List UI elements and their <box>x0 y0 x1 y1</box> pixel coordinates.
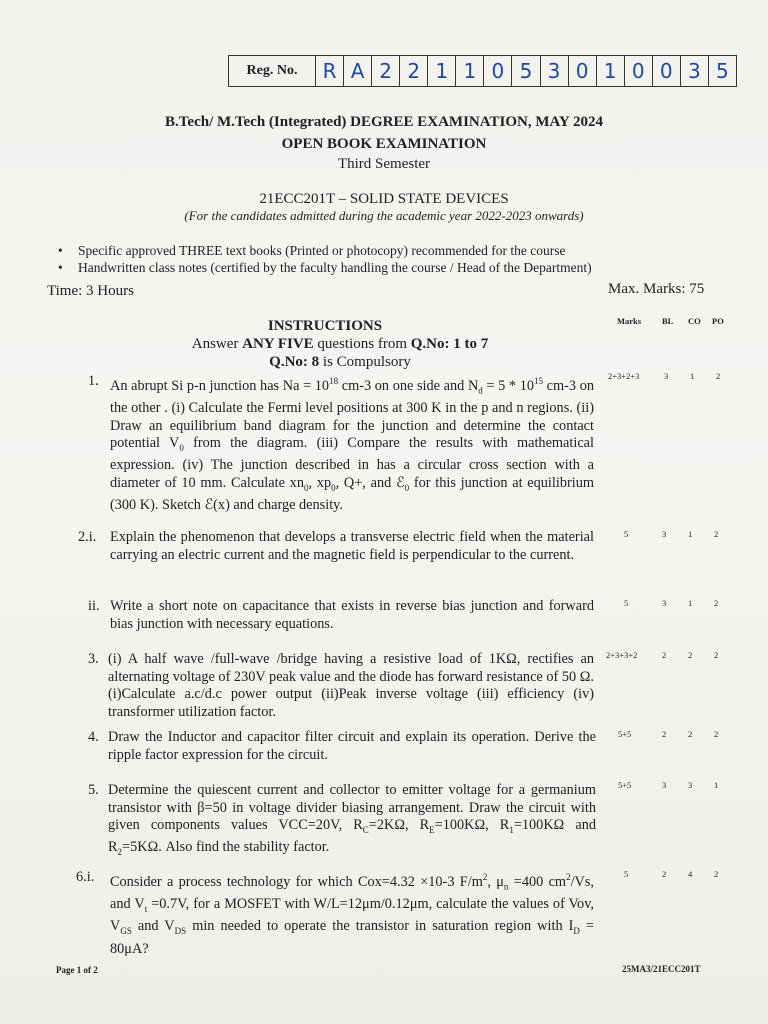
bullet-item: • Handwritten class notes (certified by the faculty handling the course / Head of the Department) <box>58 259 592 276</box>
reg-digit: 3 <box>541 56 569 86</box>
reg-digit: 2 <box>372 56 400 86</box>
bl-value: 3 <box>662 529 667 539</box>
col-header-po: PO <box>712 316 724 326</box>
reg-digit: 5 <box>716 59 729 83</box>
reg-digit: 0 <box>484 56 512 86</box>
marks-value: 5 <box>624 529 629 539</box>
reg-digit: 0 <box>569 56 597 86</box>
co-value: 1 <box>688 529 693 539</box>
marks-value: 5+5 <box>618 780 632 790</box>
question-2i-text: Explain the phenomenon that develops a transverse electric field when the material carrying an electric current and the magnetic field is perpendicular to the current. <box>110 529 594 563</box>
exam-title: B.Tech/ M.Tech (Integrated) DEGREE EXAMINATION, MAY 2024 <box>165 114 603 130</box>
question-number: ii. <box>88 598 100 614</box>
question-number: 1. <box>88 373 99 389</box>
course-title: 21ECC201T – SOLID STATE DEVICES <box>259 191 509 207</box>
marks-value: 5 <box>624 598 629 608</box>
question-2ii-text: Write a short note on capacitance that exists in reverse bias junction and forward bias junction with necessary equations. <box>110 598 594 632</box>
col-header-bl: BL <box>662 316 674 326</box>
question-number: 3. <box>88 651 99 667</box>
bullet-item: • Specific approved THREE text books (Printed or photocopy) recommended for the course <box>58 242 592 259</box>
question-5-text: Determine the quiescent current and collector to emitter voltage for a germanium transistor with β=50 in voltage divider biasing arrangement. Draw the circuit with given components values VCC=20V, $R_C=2K\Omega$, $R_E=100K\Omega$, $R_1=100K\Omega$ and $R_2=5K\Omega$. Also find the stability factor. <box>108 782 596 858</box>
po-value: 2 <box>714 529 719 539</box>
reg-label: Reg. No. <box>229 56 316 86</box>
marks-value: 5+5 <box>618 729 632 739</box>
admission-note: (For the candidates admitted during the academic year 2022-2023 onwards) <box>184 208 584 223</box>
semester: Third Semester <box>337 156 431 172</box>
bl-value: 2 <box>662 650 667 660</box>
reg-number-box <box>228 55 737 87</box>
marks-value: 2+3+2+3 <box>608 371 640 381</box>
reg-digit: 1 <box>597 56 625 86</box>
reg-digit: 3 <box>681 56 709 86</box>
reg-digit: 2 <box>400 56 428 86</box>
max-marks: Max. Marks: 75 <box>608 281 705 297</box>
question-3-text: (i) A half wave /full-wave /bridge having a resistive load of 1KΩ, rectifies an alternating voltage of 230V peak value and the diode has forward resistance of 50 Ω. (i)Calculate a.c/d.c power output (ii)Peak inverse voltage (iii) efficiency (iv) transformer utilization factor. <box>108 651 594 720</box>
question-number: 2.i. <box>78 529 97 545</box>
reg-digit: 5 <box>512 56 540 86</box>
reg-digit: 0 <box>625 56 653 86</box>
po-value: 2 <box>714 729 719 739</box>
po-value: 2 <box>714 650 719 660</box>
page-number: Page 1 of 2 <box>56 965 98 975</box>
co-value: 2 <box>688 729 693 739</box>
question-6i-text: Consider a process technology for which Cox=4.32 ×10-3 $F/m^2$, $\mu_n =400$ $cm^2/Vs$, and $V_t =0.7V$, for a MOSFET with W/L=12μm/0.12μm, calculate the values of Vov, $V_{GS}$ and $V_{DS}$ min needed to operate the transistor in saturation region with $I_D = 80\mu A$? <box>110 872 594 957</box>
exam-type: OPEN BOOK EXAMINATION <box>281 136 487 152</box>
po-value: 1 <box>714 780 719 790</box>
question-number: 6.i. <box>76 869 95 885</box>
col-header-co: CO <box>688 316 701 326</box>
reg-digit: 1 <box>428 56 456 86</box>
instructions-title: INSTRUCTIONS <box>267 318 383 334</box>
paper-code: 25MA3/21ECC201T <box>622 964 701 974</box>
marks-value: 2+3+3+2 <box>606 650 638 660</box>
reg-digit: R <box>316 56 344 86</box>
reg-cells <box>316 56 736 86</box>
question-4-text: Draw the Inductor and capacitor filter circuit and explain its operation. Derive the ripple factor expression for the circuit. <box>108 729 596 763</box>
question-number: 4. <box>88 729 99 745</box>
co-value: 4 <box>688 869 693 879</box>
time-duration: Time: 3 Hours <box>47 283 134 299</box>
allowed-materials-list <box>58 242 592 276</box>
question-1-text: An abrupt Si p-n junction has $Na = 10^{18}$ cm-3 on one side and $N_d = 5 * 10^{15}$ cm-3 on the other . (i) Calculate the Fermi level positions at 300 K in the p and n regions. (ii) Draw an equilibrium band diagram for the junction and determine the contact potential $V_0$ from the diagram. (iii) Compare the results with mathematical expression. (iv) The junction described in has a circular cross section with a diameter of 10 mm. Calculate $xn_0$, $xp_0$, Q+, and ℰ$_0$ for this junction at equilibrium (300 K). Sketch ℰ(x) and charge density. <box>110 376 594 514</box>
co-value: 1 <box>690 371 695 381</box>
po-value: 2 <box>714 598 719 608</box>
po-value: 2 <box>714 869 719 879</box>
bl-value: 3 <box>662 598 667 608</box>
marks-value: 5 <box>624 869 629 879</box>
co-value: 2 <box>688 650 693 660</box>
reg-digit: 0 <box>653 56 681 86</box>
bl-value: 3 <box>664 371 669 381</box>
bl-value: 2 <box>662 729 667 739</box>
bl-value: 2 <box>662 869 667 879</box>
reg-digit: 1 <box>456 56 484 86</box>
col-header-marks: Marks <box>617 316 642 326</box>
co-value: 3 <box>688 780 693 790</box>
bl-value: 3 <box>662 780 667 790</box>
co-value: 1 <box>688 598 693 608</box>
instructions-line-1: Answer ANY FIVE questions from Q.No: 1 to 7 <box>191 336 489 352</box>
instructions-line-2: Q.No: 8 is Compulsory <box>269 354 411 370</box>
reg-digit: A <box>344 56 372 86</box>
question-number: 5. <box>88 782 99 798</box>
po-value: 2 <box>716 371 721 381</box>
